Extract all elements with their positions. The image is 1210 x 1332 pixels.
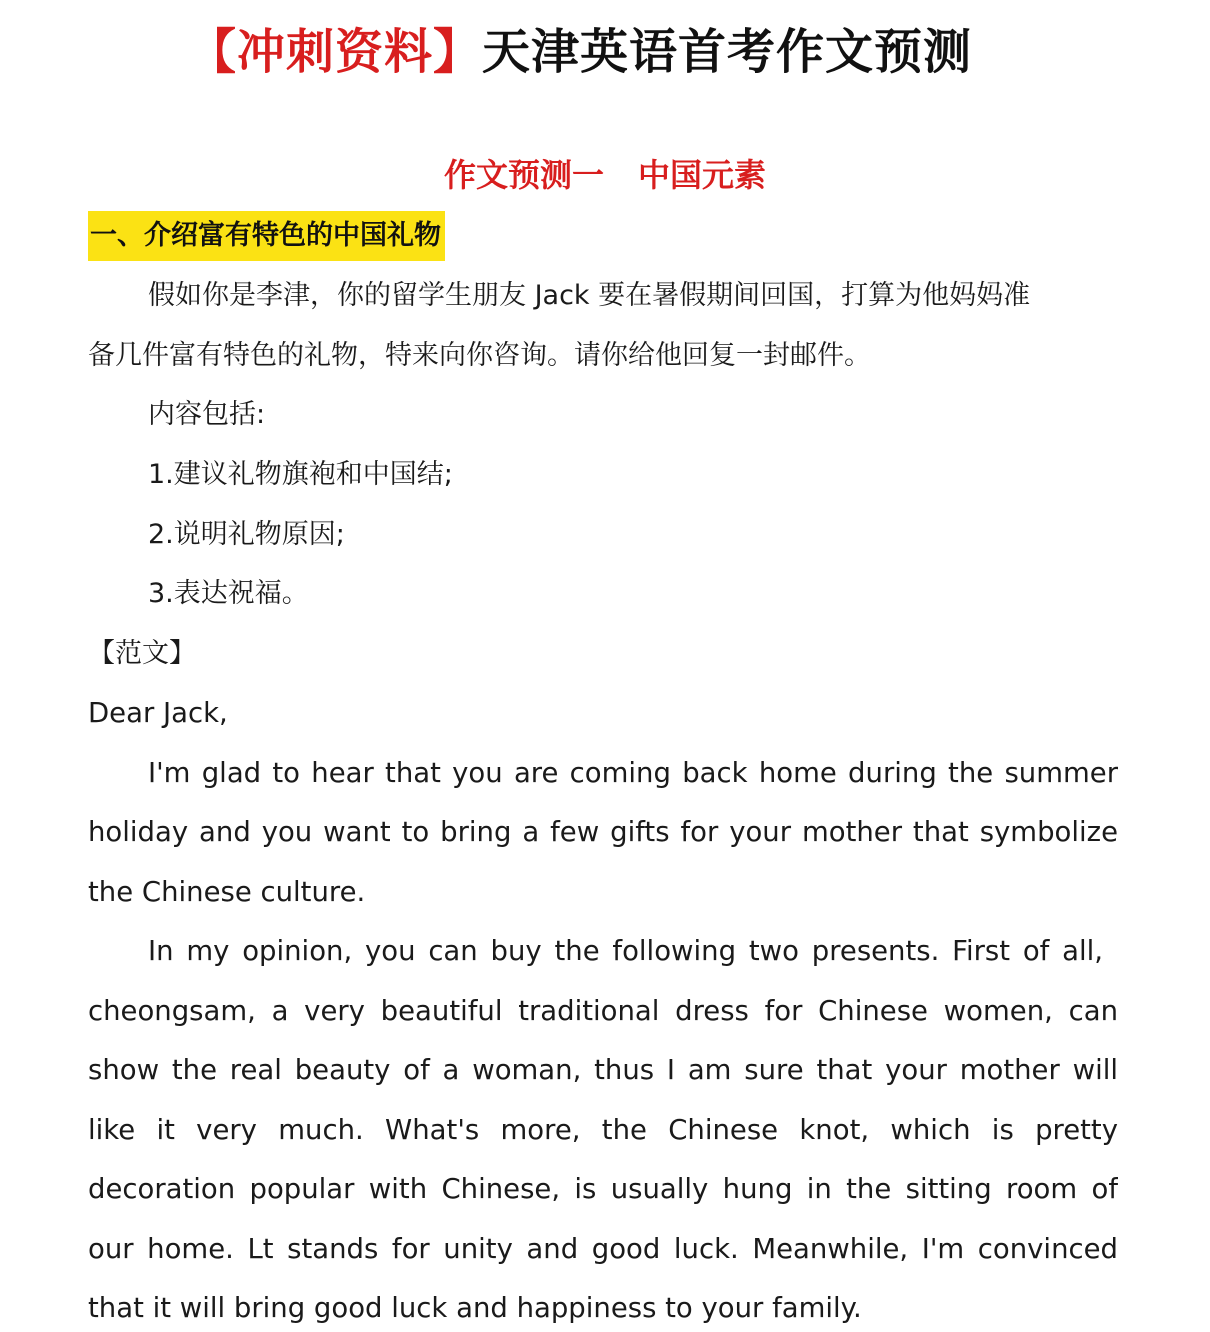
- essay-line: cheongsam, a very beautiful traditional dress for Chinese women, can: [88, 995, 1118, 1027]
- requirement-item: 3.表达祝福。: [148, 578, 309, 609]
- essay-line: holiday and you want to bring a few gifts for your mother that symbolize: [88, 816, 1118, 848]
- page-title: [0, 22, 1160, 82]
- essay-line: I'm glad to hear that you are coming back home during the summer: [148, 757, 1118, 789]
- essay-line: our home. Lt stands for unity and good luck. Meanwhile, I'm convinced: [88, 1233, 1118, 1265]
- requirement-item: 1.建议礼物旗袍和中国结;: [148, 459, 453, 490]
- essay-line: decoration popular with Chinese, is usually hung in the sitting room of: [88, 1173, 1118, 1205]
- subtitle-right: 中国元素: [638, 156, 767, 194]
- essay-line: In my opinion, you can buy the following two presents. First of all,: [148, 935, 1103, 967]
- essay-line: the Chinese culture.: [88, 876, 366, 908]
- section-subtitle: [0, 152, 1210, 198]
- highlighted-section-heading: 一、介绍富有特色的中国礼物: [88, 211, 445, 261]
- sample-label: 【范文】: [88, 638, 196, 669]
- letter-greeting: Dear Jack,: [88, 697, 228, 729]
- title-bracket-text: 【冲刺资料】: [187, 24, 482, 80]
- requirement-item: 2.说明礼物原因;: [148, 519, 345, 550]
- essay-line: show the real beauty of a woman, thus I am sure that your mother will: [88, 1054, 1118, 1086]
- content-label: 内容包括:: [148, 399, 266, 430]
- title-main-text: 天津英语首考作文预测: [482, 24, 973, 80]
- essay-line: that it will bring good luck and happiness to your family.: [88, 1292, 862, 1324]
- subtitle-left: 作文预测一: [443, 156, 604, 194]
- prompt-line-1: 假如你是李津，你的留学生朋友 Jack 要在暑假期间回国，打算为他妈妈准: [148, 280, 1031, 311]
- essay-line: like it very much. What's more, the Chinese knot, which is pretty: [88, 1114, 1118, 1146]
- prompt-line-2: 备几件富有特色的礼物，特来向你咨询。请你给他回复一封邮件。: [88, 340, 871, 371]
